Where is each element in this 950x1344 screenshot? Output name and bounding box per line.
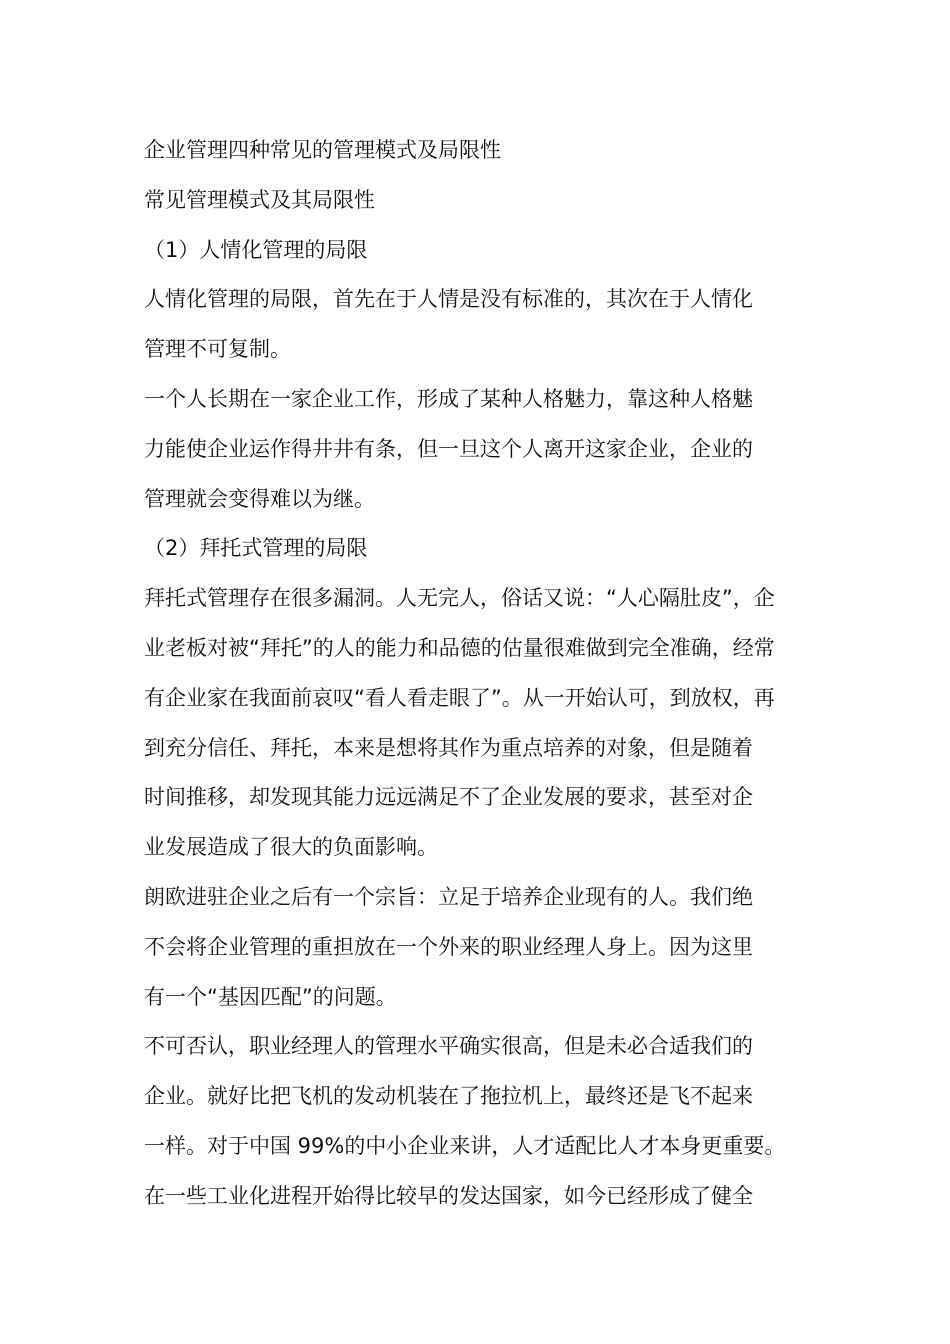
document-body — [144, 126, 812, 1222]
subsection-heading-1: （1）人情化管理的局限 — [144, 237, 368, 262]
paragraph-line: 在一些工业化进程开始得比较早的发达国家，如今已经形成了健全 — [144, 1183, 753, 1208]
subsection-heading-2: （2）拜托式管理的局限 — [144, 536, 368, 561]
paragraph-line: 有一个“基因匹配”的问题。 — [144, 984, 397, 1009]
paragraph-line: 不可否认，职业经理人的管理水平确实很高，但是未必合适我们的 — [144, 1034, 753, 1059]
document-title: 企业管理四种常见的管理模式及局限性 — [144, 138, 501, 162]
paragraph-line: 管理不可复制。 — [144, 337, 291, 362]
paragraph-line: 一个人长期在一家企业工作，形成了某种人格魅力，靠这种人格魅 — [144, 386, 753, 411]
paragraph-line: 拜托式管理存在很多漏洞。人无完人，俗话又说：“人心隔肚皮”，企 — [144, 586, 775, 611]
paragraph-line: 管理就会变得难以为继。 — [144, 486, 375, 511]
paragraph-line: 人情化管理的局限，首先在于人情是没有标准的，其次在于人情化 — [144, 287, 753, 312]
paragraph-line: 业老板对被“拜托”的人的能力和品德的估量很难做到完全准确，经常 — [144, 635, 775, 660]
paragraph-line: 力能使企业运作得井井有条，但一旦这个人离开这家企业，企业的 — [144, 436, 753, 461]
paragraph-line: 一样。对于中国 99%的中小企业来讲，人才适配比人才本身更重要。 — [144, 1133, 786, 1158]
paragraph-line: 业发展造成了很大的负面影响。 — [144, 835, 438, 860]
paragraph-line: 到充分信任、拜托，本来是想将其作为重点培养的对象，但是随着 — [144, 735, 753, 760]
paragraph-line: 朗欧进驻企业之后有一个宗旨：立足于培养企业现有的人。我们绝 — [144, 884, 753, 909]
section-heading: 常见管理模式及其局限性 — [144, 187, 375, 212]
paragraph-line: 企业。就好比把飞机的发动机装在了拖拉机上，最终还是飞不起来 — [144, 1084, 753, 1109]
paragraph-line: 不会将企业管理的重担放在一个外来的职业经理人身上。因为这里 — [144, 934, 753, 959]
paragraph-line: 时间推移，却发现其能力远远满足不了企业发展的要求，甚至对企 — [144, 785, 753, 810]
paragraph-line: 有企业家在我面前哀叹“看人看走眼了”。从一开始认可，到放权，再 — [144, 685, 775, 710]
